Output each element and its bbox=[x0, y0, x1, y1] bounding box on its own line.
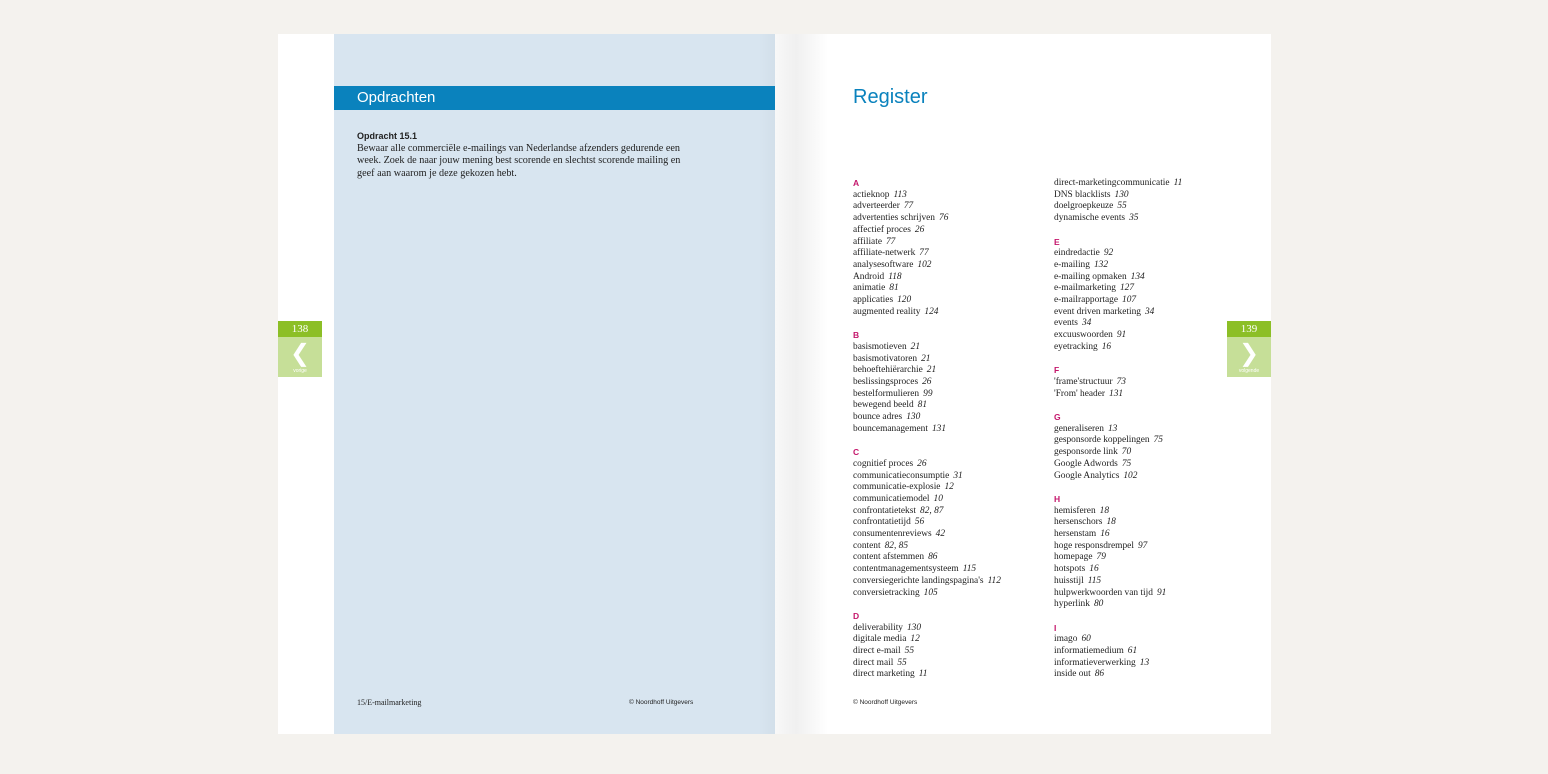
previous-label: vorige bbox=[293, 368, 307, 374]
register-entry bbox=[1054, 424, 1264, 436]
register-term: direct-marketingcommunicatie bbox=[1054, 178, 1170, 188]
assignment-title: Opdracht 15.1 bbox=[357, 131, 418, 141]
register-term: informatiemedium bbox=[1054, 646, 1124, 657]
nav-previous[interactable] bbox=[278, 321, 322, 377]
register-term: digitale media bbox=[853, 634, 907, 645]
chevron-right-icon: ❯ bbox=[1238, 339, 1260, 367]
register-term: contentmanagementsysteem bbox=[853, 564, 959, 575]
register-entry bbox=[853, 295, 1063, 307]
register-entry bbox=[853, 424, 1063, 436]
assignment-block bbox=[357, 130, 687, 180]
register-pages: 127 bbox=[1119, 283, 1135, 294]
register-letter: H bbox=[1054, 493, 1061, 504]
register-letter: F bbox=[1054, 365, 1060, 376]
register-term: eyetracking bbox=[1054, 341, 1098, 352]
register-term: analysesoftware bbox=[853, 259, 914, 270]
register-pages: 55 bbox=[1117, 201, 1127, 212]
register-pages: 26 bbox=[917, 458, 927, 469]
register-entry bbox=[1054, 541, 1264, 553]
register-term: direct e-mail bbox=[853, 646, 901, 657]
register-entry bbox=[853, 576, 1063, 588]
register-entry bbox=[1054, 599, 1264, 611]
chapter-heading: Opdrachten bbox=[334, 86, 775, 110]
register-pages: 31 bbox=[953, 470, 963, 481]
register-pages: 91 bbox=[1116, 330, 1127, 341]
footer-copyright-left: © Noordhoff Uitgevers bbox=[629, 699, 694, 706]
register-pages: 102 bbox=[917, 259, 932, 270]
register-entry bbox=[853, 260, 1063, 272]
register-term: DNS blacklists bbox=[1054, 189, 1111, 200]
register-pages: 76 bbox=[939, 213, 949, 224]
register-term: bestelformulieren bbox=[853, 388, 920, 399]
register-term: hoge responsdrempel bbox=[1054, 540, 1134, 551]
register-letter: I bbox=[1054, 622, 1057, 633]
register-term: content bbox=[853, 540, 881, 551]
register-pages: 81 bbox=[889, 283, 899, 294]
register-term: basismotivatoren bbox=[853, 353, 918, 364]
book-gutter bbox=[758, 34, 828, 734]
register-term: animatie bbox=[853, 283, 886, 294]
register-term: e-mailing bbox=[1054, 259, 1090, 270]
register-entry bbox=[853, 529, 1063, 541]
register-entry bbox=[853, 354, 1063, 366]
register-entry bbox=[853, 412, 1063, 424]
register-pages: 115 bbox=[962, 564, 977, 575]
assignment-line: Bewaar alle commerciële e-mailings van Nederlandse afzenders gedurende een bbox=[357, 143, 681, 155]
chevron-left-icon: ❮ bbox=[289, 339, 311, 367]
register-entry bbox=[1054, 576, 1264, 588]
next-label: volgende bbox=[1238, 368, 1260, 374]
register-entry bbox=[853, 377, 1063, 389]
register-term: cognitief proces bbox=[853, 458, 914, 469]
register-term: dynamische events bbox=[1054, 213, 1126, 224]
register-pages: 13 bbox=[1107, 423, 1118, 434]
register-pages: 131 bbox=[1109, 388, 1124, 399]
register-pages: 12 bbox=[944, 482, 954, 493]
register-entry bbox=[853, 283, 1063, 295]
register-term: hersenstam bbox=[1054, 529, 1097, 540]
register-pages: 21 bbox=[921, 353, 931, 364]
register-letter: D bbox=[853, 610, 860, 621]
register-term: direct marketing bbox=[853, 669, 915, 680]
register-entry bbox=[853, 669, 1063, 681]
previous-page-button[interactable] bbox=[278, 337, 322, 377]
register-entry bbox=[853, 658, 1063, 670]
register-pages: 26 bbox=[922, 376, 932, 387]
register-term: Google Adwords bbox=[1054, 458, 1118, 469]
register-entry bbox=[1054, 201, 1264, 213]
register-pages: 86 bbox=[1094, 669, 1105, 680]
register-pages: 34 bbox=[1144, 306, 1155, 317]
register-entry bbox=[1054, 190, 1264, 202]
register-pages: 34 bbox=[1081, 318, 1092, 329]
register-pages: 75 bbox=[1153, 435, 1163, 446]
register-letter: A bbox=[853, 178, 860, 188]
register-pages: 124 bbox=[924, 306, 939, 317]
register-term: gesponsorde koppelingen bbox=[1054, 435, 1150, 446]
register-term: 'From' header bbox=[1054, 388, 1106, 399]
register-pages: 55 bbox=[904, 646, 915, 657]
assignment-line: geef aan waarom je deze gekozen hebt. bbox=[357, 167, 517, 179]
register-term: actieknop bbox=[853, 189, 890, 200]
register-entry bbox=[853, 201, 1063, 213]
register-term: deliverability bbox=[853, 622, 903, 633]
register-pages: 70 bbox=[1121, 447, 1132, 458]
register-pages: 113 bbox=[893, 189, 907, 200]
register-entry bbox=[1054, 529, 1264, 541]
section-gap bbox=[1054, 400, 1264, 412]
register-entry bbox=[853, 272, 1063, 284]
footer-copyright-right: © Noordhoff Uitgevers bbox=[853, 699, 918, 706]
register-letter: E bbox=[1054, 236, 1060, 247]
section-gap bbox=[853, 318, 1063, 330]
register-entry bbox=[853, 634, 1063, 646]
register-pages: 82, 85 bbox=[884, 540, 909, 551]
register-pages: 86 bbox=[928, 552, 938, 563]
register-entry bbox=[1054, 634, 1264, 646]
register-term: confrontatietekst bbox=[853, 505, 916, 516]
register-entry bbox=[853, 517, 1063, 529]
register-entry bbox=[853, 482, 1063, 494]
register-pages: 73 bbox=[1116, 376, 1126, 387]
register-term: confrontatietijd bbox=[853, 517, 911, 528]
register-term: affectief proces bbox=[853, 224, 911, 235]
register-pages: 107 bbox=[1122, 295, 1137, 306]
register-entry bbox=[853, 237, 1063, 249]
register-pages: 10 bbox=[933, 493, 943, 504]
register-pages: 105 bbox=[923, 587, 938, 598]
section-gap bbox=[1054, 611, 1264, 623]
register-entry bbox=[1054, 295, 1264, 307]
register-term: homepage bbox=[1054, 552, 1093, 563]
register-letter: B bbox=[853, 330, 860, 341]
register-term: excuuswoorden bbox=[1054, 330, 1113, 341]
register-entry bbox=[1054, 658, 1264, 670]
page-number-right: 139 bbox=[1227, 321, 1271, 337]
register-letter: C bbox=[853, 447, 860, 458]
register-term: e-mailmarketing bbox=[1054, 283, 1116, 294]
register-entry bbox=[1054, 377, 1264, 389]
register-term: consumentenreviews bbox=[853, 529, 932, 540]
register-term: communicatie-explosie bbox=[853, 482, 941, 493]
register-entry bbox=[853, 248, 1063, 260]
register-pages: 16 bbox=[1101, 341, 1112, 352]
register-term: direct mail bbox=[853, 657, 894, 668]
register-term: hemisferen bbox=[1054, 505, 1096, 516]
register-entry bbox=[853, 552, 1063, 564]
register-entry bbox=[1054, 646, 1264, 658]
register-term: augmented reality bbox=[853, 306, 921, 317]
register-letter: G bbox=[1054, 412, 1061, 423]
register-term: e-mailrapportage bbox=[1054, 295, 1119, 306]
register-term: communicatieconsumptie bbox=[853, 470, 950, 481]
register-column-2 bbox=[1054, 178, 1264, 681]
register-term: imago bbox=[1054, 634, 1078, 645]
register-term: beslissingsproces bbox=[853, 376, 919, 387]
register-pages: 97 bbox=[1137, 540, 1148, 551]
register-entry bbox=[1054, 178, 1264, 190]
register-entry bbox=[1054, 471, 1264, 483]
register-pages: 11 bbox=[1173, 178, 1183, 188]
register-title: Register bbox=[853, 86, 928, 108]
register-pages: 12 bbox=[910, 634, 920, 645]
register-term: conversietracking bbox=[853, 587, 920, 598]
register-pages: 115 bbox=[1087, 575, 1102, 586]
footer-chapter: 15/E-mailmarketing bbox=[357, 698, 422, 707]
register-entry bbox=[1054, 552, 1264, 564]
register-pages: 102 bbox=[1123, 470, 1138, 481]
register-entry bbox=[853, 494, 1063, 506]
register-entry bbox=[1054, 669, 1264, 681]
book-spread bbox=[278, 34, 1271, 734]
register-term: conversiegerichte landingspagina's bbox=[853, 575, 984, 586]
register-term: doelgroepkeuze bbox=[1054, 201, 1114, 212]
register-pages: 26 bbox=[914, 224, 925, 235]
register-term: affiliate-netwerk bbox=[853, 248, 916, 259]
register-term: inside out bbox=[1054, 669, 1091, 680]
register-entry bbox=[1054, 283, 1264, 295]
register-entry bbox=[1054, 564, 1264, 576]
register-entry bbox=[853, 389, 1063, 401]
register-pages: 134 bbox=[1130, 271, 1145, 282]
register-column-1 bbox=[853, 178, 1063, 681]
register-entry bbox=[853, 342, 1063, 354]
register-pages: 130 bbox=[1114, 189, 1129, 200]
register-entry bbox=[853, 190, 1063, 202]
register-pages: 42 bbox=[935, 529, 945, 540]
register-term: Android bbox=[853, 271, 885, 282]
register-pages: 16 bbox=[1089, 564, 1099, 575]
section-gap bbox=[853, 599, 1063, 611]
register-pages: 131 bbox=[931, 423, 947, 434]
register-entry bbox=[1054, 459, 1264, 471]
register-term: bewegend beeld bbox=[853, 400, 914, 411]
register-pages: 77 bbox=[903, 201, 914, 212]
page-number-left: 138 bbox=[278, 321, 322, 337]
register-term: Google Analytics bbox=[1054, 470, 1120, 481]
register-pages: 130 bbox=[906, 412, 921, 423]
register-pages: 99 bbox=[923, 388, 933, 399]
register-pages: 82, 87 bbox=[920, 505, 944, 516]
register-entry bbox=[1054, 447, 1264, 459]
register-pages: 92 bbox=[1103, 248, 1114, 259]
register-pages: 130 bbox=[906, 622, 922, 633]
register-entry bbox=[1054, 213, 1264, 225]
register-entry bbox=[853, 225, 1063, 237]
register-entry bbox=[1054, 307, 1264, 319]
section-gap bbox=[1054, 225, 1264, 237]
register-term: hulpwerkwoorden van tijd bbox=[1054, 587, 1153, 598]
next-page-button[interactable] bbox=[1227, 337, 1271, 377]
register-term: adverteerder bbox=[853, 201, 900, 212]
nav-next[interactable] bbox=[1227, 321, 1271, 377]
register-term: huisstijl bbox=[1054, 575, 1084, 586]
register-pages: 18 bbox=[1106, 517, 1116, 528]
register-entry bbox=[853, 623, 1063, 635]
register-pages: 21 bbox=[926, 365, 937, 376]
register-term: events bbox=[1054, 318, 1078, 329]
register-pages: 11 bbox=[918, 669, 928, 680]
section-gap bbox=[853, 435, 1063, 447]
register-entry bbox=[1054, 588, 1264, 600]
register-pages: 77 bbox=[919, 248, 929, 259]
register-pages: 21 bbox=[910, 341, 921, 352]
register-term: content afstemmen bbox=[853, 552, 925, 563]
register-entry bbox=[1054, 517, 1264, 529]
register-term: bounce adres bbox=[853, 412, 903, 423]
register-term: gesponsorde link bbox=[1054, 447, 1118, 458]
register-pages: 91 bbox=[1156, 587, 1167, 598]
register-pages: 77 bbox=[885, 236, 896, 247]
register-pages: 118 bbox=[888, 271, 902, 282]
register-pages: 80 bbox=[1093, 599, 1104, 610]
register-pages: 13 bbox=[1139, 657, 1150, 668]
register-term: e-mailing opmaken bbox=[1054, 271, 1127, 282]
register-pages: 81 bbox=[917, 400, 928, 411]
register-term: applicaties bbox=[853, 295, 894, 306]
register-entry bbox=[853, 588, 1063, 600]
register-pages: 79 bbox=[1096, 552, 1106, 563]
register-pages: 120 bbox=[897, 295, 912, 306]
register-term: bouncemanagement bbox=[853, 423, 928, 434]
register-entry bbox=[1054, 272, 1264, 284]
register-term: behoeftehiërarchie bbox=[853, 365, 923, 376]
register-pages: 35 bbox=[1129, 213, 1139, 224]
register-term: event driven marketing bbox=[1054, 306, 1141, 317]
register-term: 'frame'structuur bbox=[1054, 376, 1113, 387]
register-pages: 16 bbox=[1100, 529, 1110, 540]
register-pages: 60 bbox=[1081, 634, 1091, 645]
register-term: informatieverwerking bbox=[1054, 657, 1136, 668]
register-entry bbox=[1054, 506, 1264, 518]
register-entry bbox=[853, 307, 1063, 319]
register-entry bbox=[1054, 389, 1264, 401]
register-term: communicatiemodel bbox=[853, 493, 930, 504]
register-term: hotspots bbox=[1054, 564, 1086, 575]
register-entry bbox=[1054, 248, 1264, 260]
register-pages: 55 bbox=[897, 657, 907, 668]
register-entry bbox=[853, 471, 1063, 483]
register-pages: 132 bbox=[1093, 259, 1108, 270]
register-entry bbox=[1054, 435, 1264, 447]
register-term: advertenties schrijven bbox=[853, 213, 935, 224]
register-entry bbox=[853, 646, 1063, 658]
register-pages: 112 bbox=[987, 575, 1001, 586]
register-entry bbox=[853, 365, 1063, 377]
register-term: affiliate bbox=[853, 236, 882, 247]
register-term: generaliseren bbox=[1054, 423, 1104, 434]
register-entry bbox=[853, 506, 1063, 518]
register-entry bbox=[1054, 260, 1264, 272]
register-term: basismotieven bbox=[853, 341, 907, 352]
section-gap bbox=[1054, 482, 1264, 494]
register-pages: 75 bbox=[1121, 458, 1132, 469]
register-term: hyperlink bbox=[1054, 599, 1090, 610]
register-entry bbox=[853, 213, 1063, 225]
register-term: eindredactie bbox=[1054, 248, 1100, 259]
assignment-line: week. Zoek de naar jouw mening best scorende en slechtst scorende mailing en bbox=[357, 155, 681, 167]
register-entry bbox=[853, 459, 1063, 471]
register-entry bbox=[853, 400, 1063, 412]
register-entry bbox=[853, 564, 1063, 576]
register-term: hersenschors bbox=[1054, 517, 1103, 528]
register-pages: 18 bbox=[1099, 505, 1110, 516]
register-entry bbox=[853, 541, 1063, 553]
register-pages: 61 bbox=[1127, 646, 1138, 657]
register-pages: 56 bbox=[914, 517, 925, 528]
